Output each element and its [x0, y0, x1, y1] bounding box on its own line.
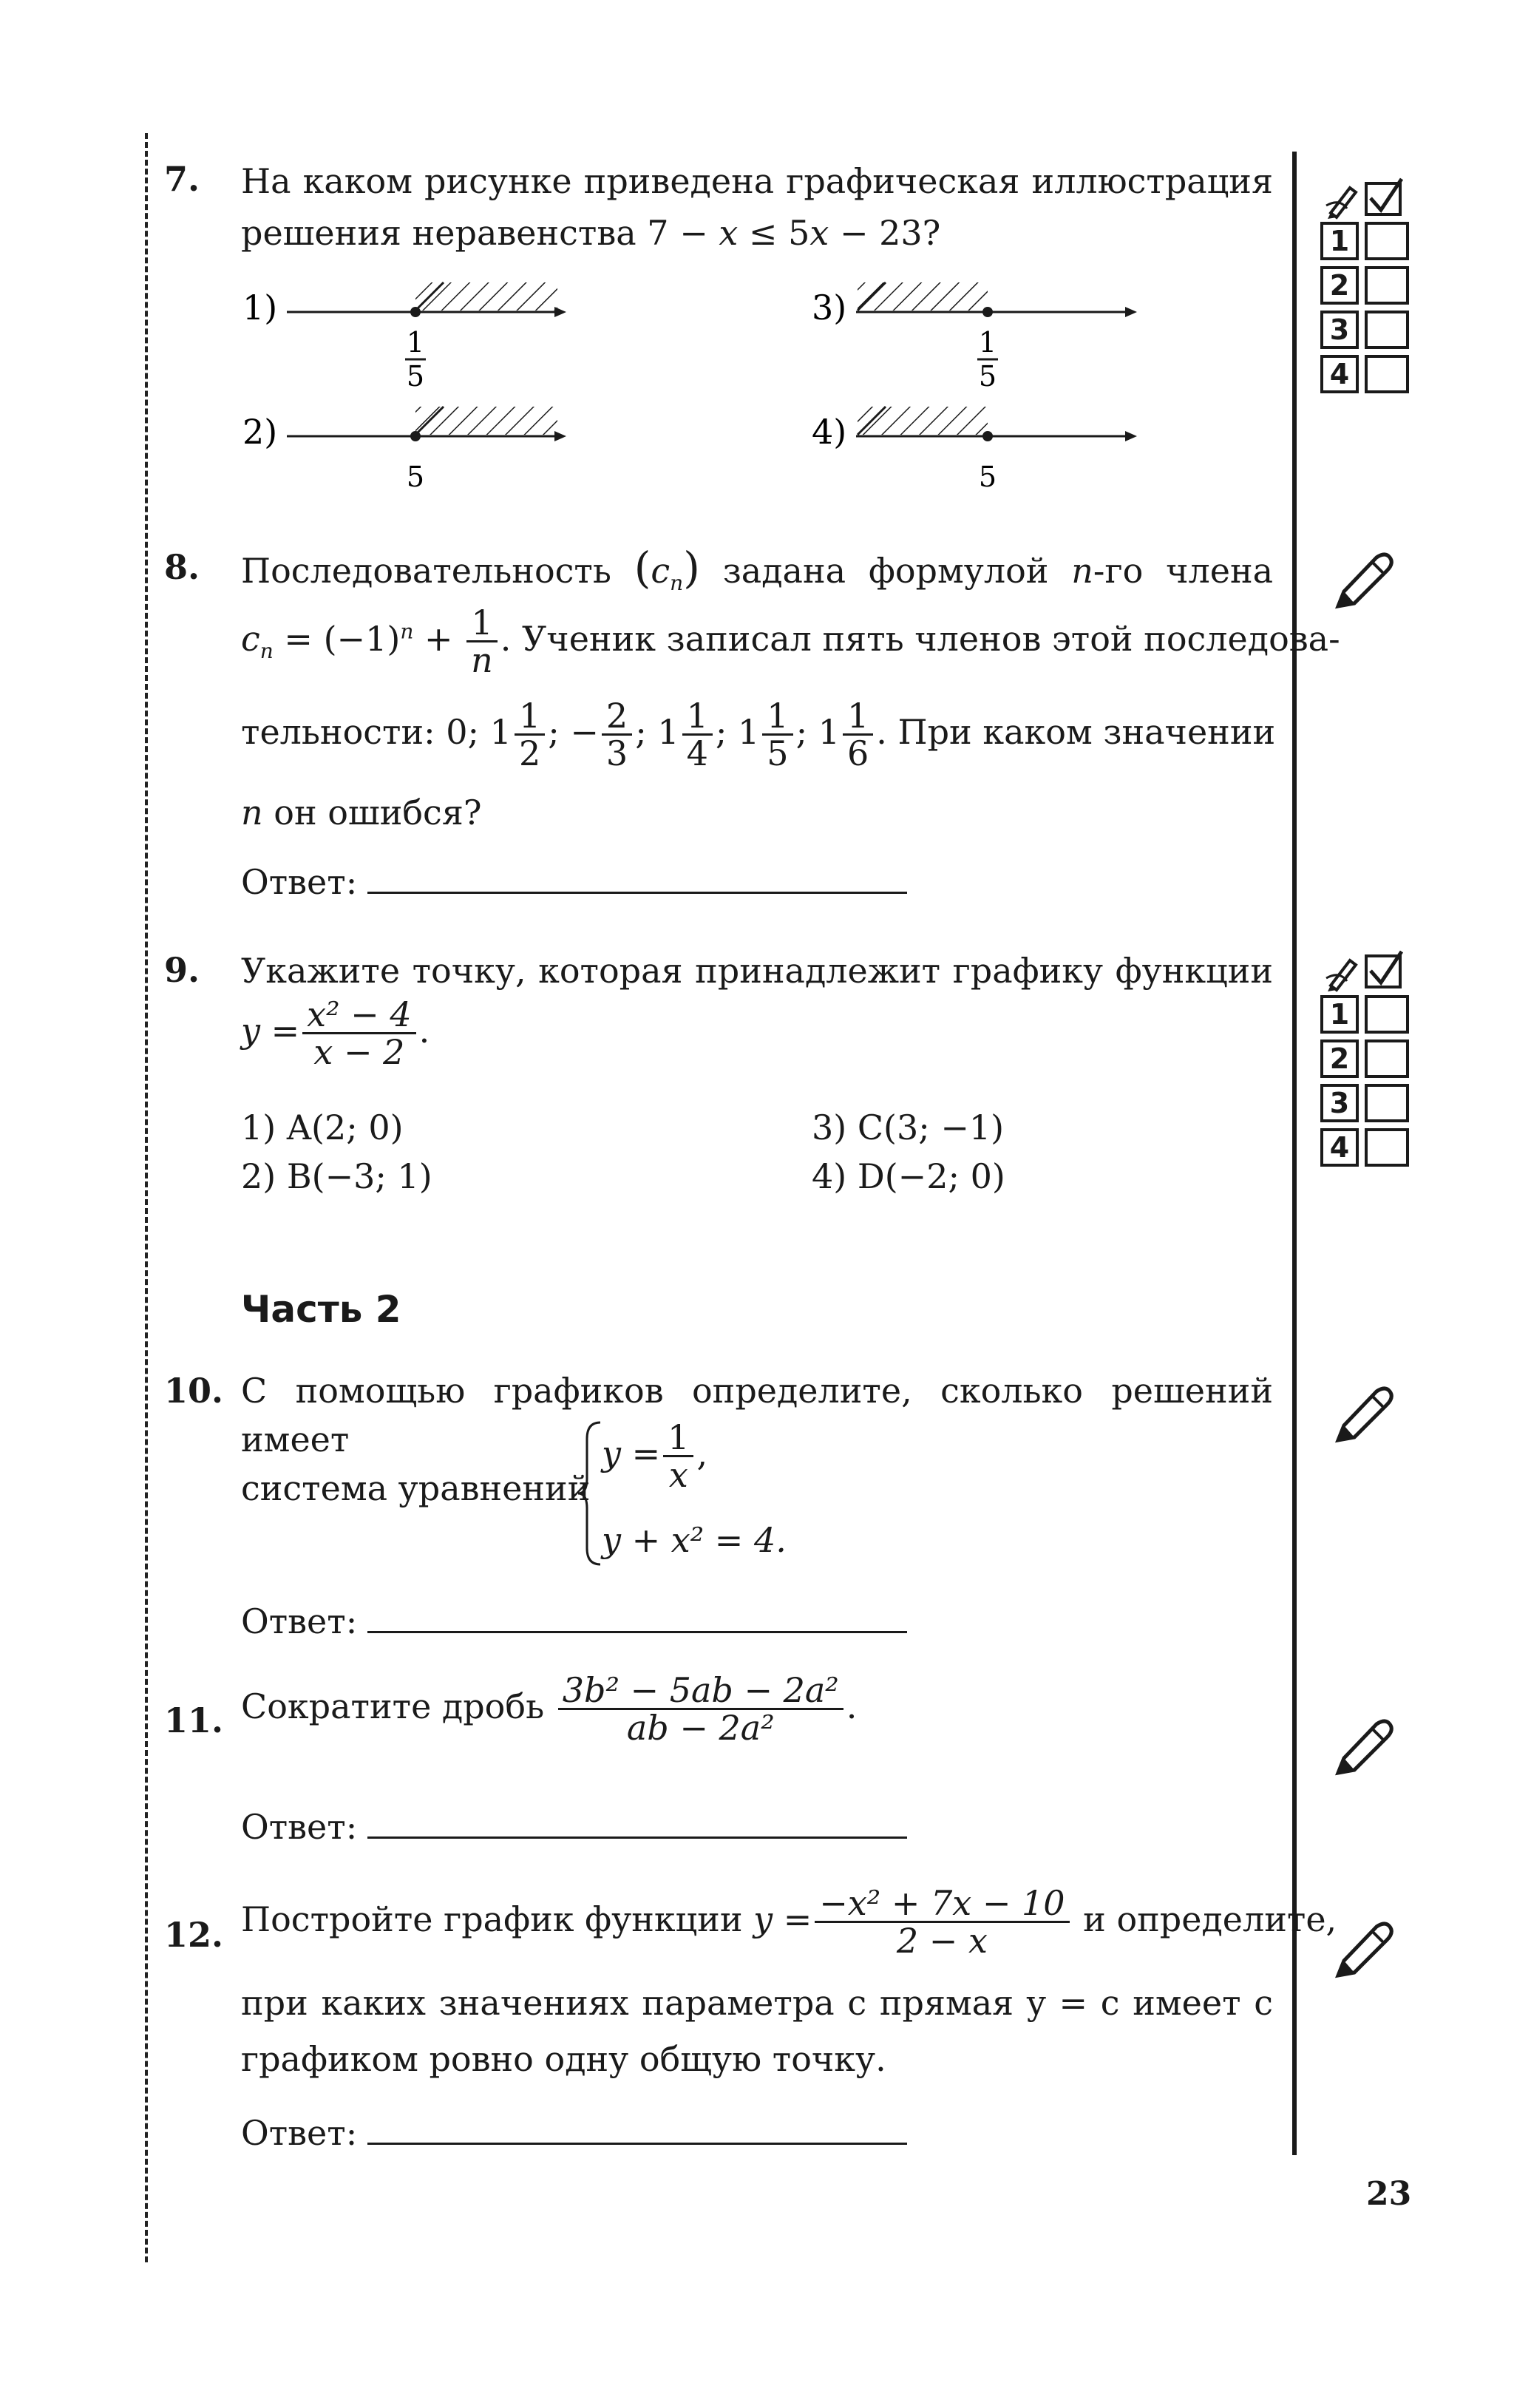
- option-2-point: 5: [406, 461, 425, 493]
- option-1-point-den: 5: [406, 360, 425, 393]
- question-10-number: 10.: [164, 1371, 224, 1411]
- option-1-point-num: 1: [406, 326, 425, 359]
- question-11-number: 11.: [164, 1700, 224, 1740]
- question-7-text-line1: На каком рисунке приведена графическая иллюстрация: [241, 161, 1273, 201]
- question-9-option-2: 2) B(−3; 1): [241, 1156, 432, 1196]
- option-3-point-den: 5: [978, 360, 997, 393]
- part-2-title: Часть 2: [241, 1288, 401, 1331]
- answer-box-number-4: 4: [1320, 355, 1359, 393]
- question-8-number: 8.: [164, 547, 200, 587]
- question-7-diagrams: [222, 266, 1183, 503]
- question-8-line4: n он ошибся?: [241, 793, 482, 832]
- question-9-option-3: 3) C(3; −1): [812, 1108, 1005, 1147]
- option-3-label: 3): [812, 288, 847, 328]
- question-12-line3: графиком ровно одну общую точку.: [241, 2039, 886, 2079]
- option-1-label: 1): [242, 288, 278, 328]
- term-3: 1 $\frac{1}{4}$ ;: [657, 696, 727, 774]
- question-12-number: 12.: [164, 1915, 224, 1955]
- option-2-label: 2): [242, 412, 278, 452]
- question-12-answer: Ответ:: [241, 2109, 907, 2157]
- answer-checkbox-3[interactable]: [1365, 311, 1409, 349]
- answer-checkbox-4[interactable]: [1365, 355, 1409, 393]
- question-9-function: y = $\frac{\text{x² − 4}}{x - 2}$ .: [241, 994, 430, 1073]
- option-4-diagram: [812, 407, 1137, 493]
- option-3-diagram: [812, 282, 1137, 393]
- option-4-point: 5: [978, 461, 997, 493]
- answer-field-10[interactable]: [367, 1601, 907, 1633]
- answer-checkbox-4[interactable]: [1365, 1128, 1409, 1167]
- pen-icon: [1331, 1381, 1397, 1448]
- answer-checkbox-2[interactable]: [1365, 266, 1409, 305]
- system-equation-1: y = $\frac{1}{x}$ ,: [602, 1417, 708, 1496]
- pen-icon: [1331, 1916, 1397, 1983]
- answer-box-number-4: 4: [1320, 1128, 1359, 1167]
- term-1: 1 $\frac{1}{2}$ ;: [489, 696, 560, 774]
- option-2-diagram: [242, 407, 566, 493]
- answer-field-8[interactable]: [367, 862, 907, 894]
- pencil-checkbox-icon: [1325, 949, 1413, 993]
- question-10-answer: Ответ:: [241, 1597, 907, 1646]
- question-9-text: Укажите точку, которая принадлежит графику функции: [241, 951, 1273, 991]
- question-10-text: С помощью графиков определите, сколько решений имеет: [241, 1371, 1273, 1459]
- question-8-terms-line: тельности: 0; 1 $\frac{1}{2}$ ; − $\frac{2}{3}$ ; 1 $\frac{1}{4}$ ; 1 $\frac{1}{5}$ ; 1 $\frac{1}{6}$ . При каком значении: [241, 696, 1276, 774]
- answer-checkbox-2[interactable]: [1365, 1039, 1409, 1078]
- answer-checkbox-1[interactable]: [1365, 995, 1409, 1034]
- option-1-diagram: [242, 282, 566, 393]
- term-4: 1 $\frac{1}{5}$ ;: [738, 696, 808, 774]
- answer-box-number-1: 1: [1320, 995, 1359, 1034]
- option-4-label: 4): [812, 412, 847, 452]
- system-equation-2: y + x² = 4.: [602, 1520, 787, 1560]
- answer-field-11[interactable]: [367, 1807, 907, 1839]
- question-12-line1: Постройте график функции y = $\frac{\text{−x² + 7x − 10}}{2 - x}$ и определите,: [241, 1883, 1337, 1961]
- question-12-line2: при каких значениях параметра c прямая y = c имеет с: [241, 1983, 1273, 2023]
- pen-icon: [1331, 547, 1397, 614]
- question-9-option-4: 4) D(−2; 0): [812, 1156, 1005, 1196]
- pencil-checkbox-icon: [1325, 176, 1413, 220]
- question-9-number: 9.: [164, 950, 200, 990]
- question-11-answer: Ответ:: [241, 1802, 907, 1851]
- answer-checkbox-1[interactable]: [1365, 222, 1409, 260]
- question-11-text: Сократите дробь $\frac{\text{3b² − 5ab − 2a²}}{\text{ab − 2a²}}$ .: [241, 1670, 858, 1749]
- cut-line: [145, 133, 148, 2262]
- question-8-answer: Ответ:: [241, 858, 907, 906]
- question-7-text-line2: решения неравенства 7 − x ≤ 5x − 23?: [241, 213, 941, 253]
- answer-box-number-2: 2: [1320, 266, 1359, 305]
- question-7-number: 7.: [164, 159, 200, 199]
- pen-icon: [1331, 1714, 1397, 1780]
- option-3-point-num: 1: [978, 326, 997, 359]
- question-10-system-label: система уравнений: [241, 1468, 591, 1508]
- answer-checkbox-3[interactable]: [1365, 1084, 1409, 1122]
- question-8-formula-line: $c_n = (-1)^n$ + $\frac{1}{n}$ . Ученик записал пять членов этой последова-: [241, 603, 1340, 681]
- page-number: 23: [1366, 2175, 1412, 2213]
- question-8-line1: Последовательность $(c_n)$ задана формулой n-го члена: [241, 543, 1274, 596]
- answer-box-number-2: 2: [1320, 1039, 1359, 1078]
- answer-box-number-3: 3: [1320, 1084, 1359, 1122]
- answer-box-number-1: 1: [1320, 222, 1359, 260]
- question-9-option-1: 1) A(2; 0): [241, 1108, 404, 1147]
- answer-box-number-3: 3: [1320, 311, 1359, 349]
- term-5: 1 $\frac{1}{6}$: [818, 712, 877, 752]
- term-2: − $\frac{2}{3}$ ;: [570, 696, 647, 774]
- margin-rule: [1292, 152, 1297, 2155]
- answer-field-12[interactable]: [367, 2113, 907, 2145]
